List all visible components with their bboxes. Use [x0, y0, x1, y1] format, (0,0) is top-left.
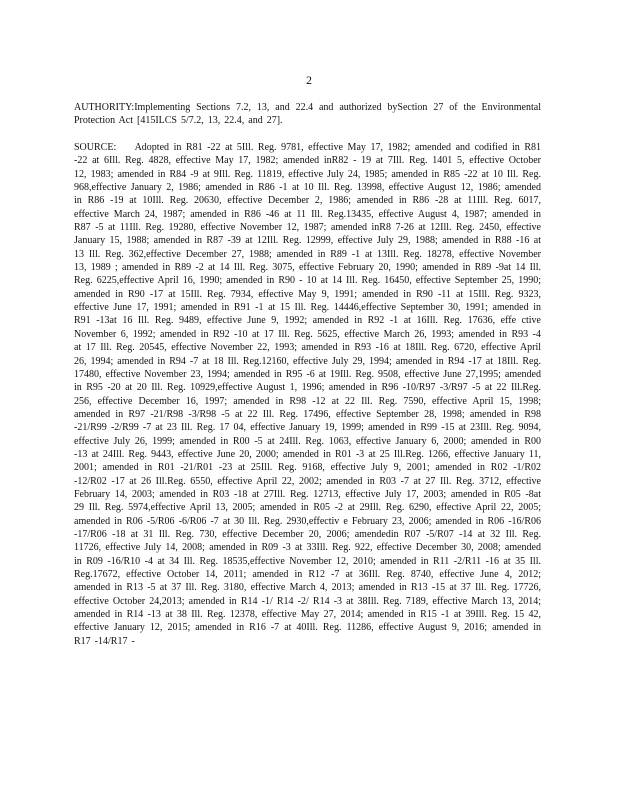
page-number: 2 — [306, 73, 312, 87]
authority-label: AUTHORITY: — [74, 102, 135, 113]
source-label: SOURCE: — [74, 142, 117, 153]
source-paragraph — [74, 141, 541, 648]
authority-paragraph — [74, 101, 541, 128]
authority-text: Implementing Sections 7.2, 13, and 22.4 and authorized bySection 27 of the Environmental Protection Act [415ILCS 5/7.2, 13, 22.4, and 27]. — [74, 102, 541, 127]
source-text: Adopted in R81 -22 at 5Ill. Reg. 9781, effective May 17, 1982; amended and codified in R81 -22 at 6Ill. Reg. 4828, effective May 17, 1982; amended inR82 - 19 at 7Ill. Reg. 1401 5, effective October 12, 1983; amended in R84 -9 at 9Ill. Reg. 11819, effective July 24, 1985; amended in R85 -22 at 10 Ill. Reg. 968,effective January 2, 1986; amended in R86 -1 at 10 Ill. Reg. 13998, effective August 12, 1986; amended in R86 -19 at 10Ill. Reg. 20630, effective December 2, 1986; amended in R86 -28 at 11Ill. Reg. 6017, effective March 24, 1987; amended in R86 -46 at 11 Ill. Reg.13435, effective August 4, 1987; amended in R87 -5 at 11Ill. Reg. 19280, effective November 12, 1987; amended inR8 7-26 at 12Ill. Reg. 2450, effective January 15, 1988; amended in R87 -39 at 12Ill. Reg. 12999, effective July 29, 1988; amended in R88 -16 at 13 Ill. Reg. 362,effective December 27, 1988; amended in R89 -1 at 13Ill. Reg. 18278, effective November 13, 1989 ; amended in R89 -2 at 14 Ill. Reg. 3075, effective February 20, 1990; amended in R89 -9at 14 Ill. Reg. 6225,effective April 16, 1990; amended in R90 - 10 at 14 Ill. Reg. 16450, effective September 25, 1990; amended in R90 -17 at 15Ill. Reg. 7934, effective May 9, 1991; amended in R90 -11 at 15Ill. Reg. 9323, effective June 17, 1991; amended in R91 -1 at 15 Ill. Reg. 14446,effective September 30, 1991; amended in R91 -13at 16 Ill. Reg. 9489, effective June 9, 1992; amended in R92 -1 at 16Ill. Reg. 17636, effe ctive November 6, 1992; amended in R92 -10 at 17 Ill. Reg. 5625, effective March 26, 1993; amended in R93 -4 at 17 Ill. Reg. 20545, effective November 22, 1993; amended in R93 -16 at 18Ill. Reg. 6720, effective April 26, 1994; amended in R94 -7 at 18 Ill. Reg.12160, effective July 29, 1994; amended in R94 -17 at 18Ill. Reg. 17480, effective November 23, 1994; amended in R95 -6 at 19Ill. Reg. 9508, effective June 27,1995; amended in R95 -20 at 20 Ill. Reg. 10929,effective August 1, 1996; amended in R96 -10/R97 -3/R97 -5 at 22 Ill.Reg. 256, effective December 16, 1997; amended in R98 -12 at 22 Ill. Reg. 7590, effective April 15, 1998; amended in R97 -21/R98 -3/R98 -5 at 22 Ill. Reg. 17496, effective September 28, 1998; amended in R98 -21/R99 -2/R99 -7 at 23 Ill. Reg. 17 04, effective January 19, 1999; amended in R99 -15 at 23Ill. Reg. 9094, effective July 26, 1999; amended in R00 -5 at 24Ill. Reg. 1063, effective January 6, 2000; amended in R00 -13 at 24Ill. Reg. 9443, effective June 20, 2000; amended in R01 -3 at 25 Ill.Reg. 1266, effective January 11, 2001; amended in R01 -21/R01 -23 at 25Ill. Reg. 9168, effective July 9, 2001; amended in R02 -1/R02 -12/R02 -17 at 26 Ill.Reg. 6550, effective April 22, 2002; amended in R03 -7 at 27 Ill. Reg. 3712, effective February 14, 2003; amended in R03 -18 at 27Ill. Reg. 12713, effective July 17, 2003; amended in R05 -8at 29 Ill. Reg. 5974,effective April 13, 2005; amended in R05 -2 at 29Ill. Reg. 6290, effective April 22, 2005; amended in R06 -5/R06 -6/R06 -7 at 30 Ill. Reg. 2930,effectiv e February 23, 2006; amended in R06 -16/R06 -17/R06 -18 at 31 Ill. Reg. 730, effective December 20, 2006; amendedin R07 -5/R07 -14 at 32 Ill. Reg. 11726, effective July 14, 2008; amended in R09 -3 at 33Ill. Reg. 922, effective December 30, 2008; amended in R09 -16/R10 -4 at 34 Ill. Reg. 18535,effective November 12, 2010; amended in R11 -2/R11 -16 at 35 Ill. Reg.17672, effective October 14, 2011; amended in R12 -7 at 36Ill. Reg. 8740, effective June 4, 2012; amended in R13 -5 at 37 Ill. Reg. 3180, effective March 4, 2013; amended in R13 -15 at 37 Ill. Reg. 17726, effective October 24,2013; amended in R14 -1/ R14 -2/ R14 -3 at 38Ill. Reg. 7189, effective March 13, 2014; amended in R14 -13 at 38 Ill. Reg. 12378, effective May 27, 2014; amended in R15 -1 at 39Ill. Reg. 15 42, effective January 12, 2015; amended in R16 -7 at 40Ill. Reg. 11286, effective August 9, 2016; amended in R17 -14/R17 - — [74, 142, 541, 647]
